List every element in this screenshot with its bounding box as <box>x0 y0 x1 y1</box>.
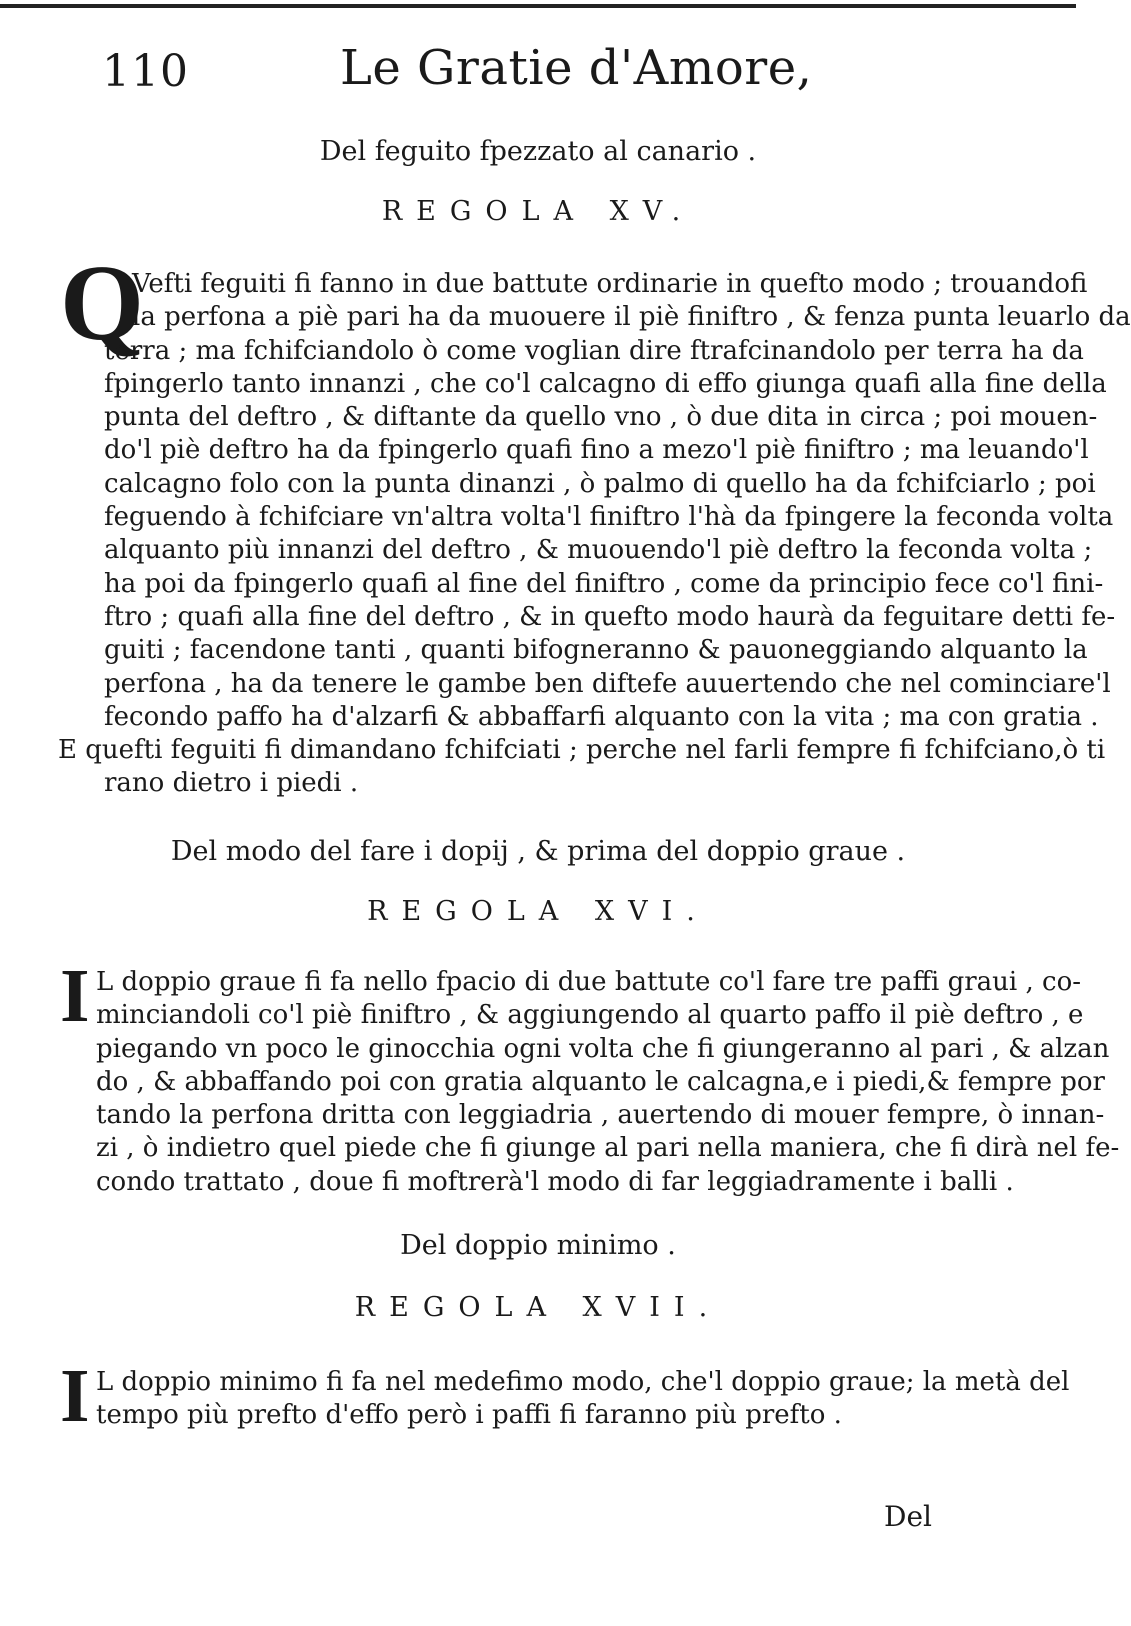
regola-xvi-container <box>0 896 1076 927</box>
regola-title: REGOLA XVII. <box>354 1292 722 1323</box>
drop-cap-i: I <box>60 1354 90 1438</box>
text-line: L doppio minimo fi fa nel medefimo modo, che'l doppio graue; la metà del <box>96 1367 1070 1397</box>
section-heading-xvi <box>0 836 1076 867</box>
text-line: terra ; ma fchifciandolo ò come voglian dire ftrafcinandolo per terra ha da <box>104 335 1084 366</box>
text-line: minciandoli co'l piè finiftro , & aggiungendo al quarto paffo il piè deftro , e <box>96 1000 1084 1031</box>
text-line: do , & abbaffando poi con gratia alquanto le calcagna,e i piedi,& fempre por <box>96 1066 1105 1097</box>
text-line: calcagno folo con la punta dinanzi , ò palmo di quello ha da fchifciarlo ; poi <box>104 468 1096 499</box>
text-line: fpingerlo tanto innanzi , che co'l calcagno di effo giunga quafi alla fine della <box>104 368 1107 399</box>
text-line: E quefti feguiti fi dimandano fchifciati ; perche nel farli fempre fi fchifciano,ò ti <box>58 735 1106 766</box>
drop-cap-i: I <box>60 954 90 1038</box>
regola-title: REGOLA XVI. <box>367 896 709 927</box>
text-line: la perfona a piè pari ha da muouere il piè finiftro , & fenza punta leuarlo da <box>132 302 1131 333</box>
paragraph-regola-xv <box>58 268 1131 801</box>
text-line: guiti ; facendone tanti , quanti bifogneranno & pauoneggiando alquanto la <box>104 635 1088 666</box>
regola-xvii-container <box>0 1292 1076 1323</box>
paragraph-regola-xvii <box>96 1366 1070 1433</box>
text-line: ftro ; quafi alla fine del deftro , & in quefto modo haurà da feguitare detti fe- <box>104 601 1116 632</box>
text-line: fecondo paffo ha d'alzarfi & abbaffarfi alquanto con la vita ; ma con gratia . <box>104 701 1099 732</box>
text-line: piegando vn poco le ginocchia ogni volta che fi giungeranno al pari , & alzan <box>96 1033 1110 1064</box>
page-number: 110 <box>102 46 189 97</box>
text-line: alquanto più innanzi del deftro , & muouendo'l piè deftro la feconda volta ; <box>104 535 1093 566</box>
running-title: Le Gratie d'Amore, <box>340 40 813 96</box>
text-line: zi , ò indietro quel piede che fi giunge al pari nella maniera, che fi dirà nel fe- <box>96 1133 1120 1164</box>
text-line: perfona , ha da tenere le gambe ben diftefe auuertendo che nel cominciare'l <box>104 668 1111 699</box>
drop-cap-q: Q <box>60 244 145 363</box>
regola-title: REGOLA XV. <box>381 196 695 227</box>
text-line: ha poi da fpingerlo quafi al fine del finiftro , come da principio fece co'l fini- <box>104 568 1104 599</box>
text-line: do'l piè deftro ha da fpingerlo quafi fino a mezo'l piè finiftro ; ma leuando'l <box>104 435 1089 466</box>
top-border-line <box>0 0 1076 16</box>
text-line: feguendo à fchifciare vn'altra volta'l finiftro l'hà da fpingere la feconda volta <box>104 502 1114 533</box>
text-line: Vefti feguiti fi fanno in due battute ordinarie in quefto modo ; trouandofi <box>132 269 1088 299</box>
text-line: tempo più prefto d'effo però i paffi fi faranno più prefto . <box>96 1400 842 1431</box>
catchword: Del <box>884 1500 932 1533</box>
text-line: tando la perfona dritta con leggiadria , auertendo di mouer fempre, ò innan- <box>96 1100 1105 1131</box>
paragraph-regola-xvi <box>96 966 1120 1199</box>
regola-xv-container <box>0 196 1076 227</box>
section-heading: Del modo del fare i dopij , & prima del doppio graue . <box>170 836 906 867</box>
text-line: condo trattato , doue fi moftrerà'l modo di far leggiadramente i balli . <box>96 1166 1014 1197</box>
text-line: punta del deftro , & diftante da quello vno , ò due dita in circa ; poi mouen- <box>104 402 1098 433</box>
section-heading: Del doppio minimo . <box>400 1230 676 1261</box>
text-line: L doppio graue fi fa nello fpacio di due battute co'l fare tre paffi graui , co- <box>96 967 1082 997</box>
section-heading-xvii <box>0 1230 1076 1261</box>
section-heading: Del feguito fpezzato al canario . <box>319 136 757 167</box>
section-heading-xv <box>0 136 1076 167</box>
text-line: rano dietro i piedi . <box>104 768 359 799</box>
